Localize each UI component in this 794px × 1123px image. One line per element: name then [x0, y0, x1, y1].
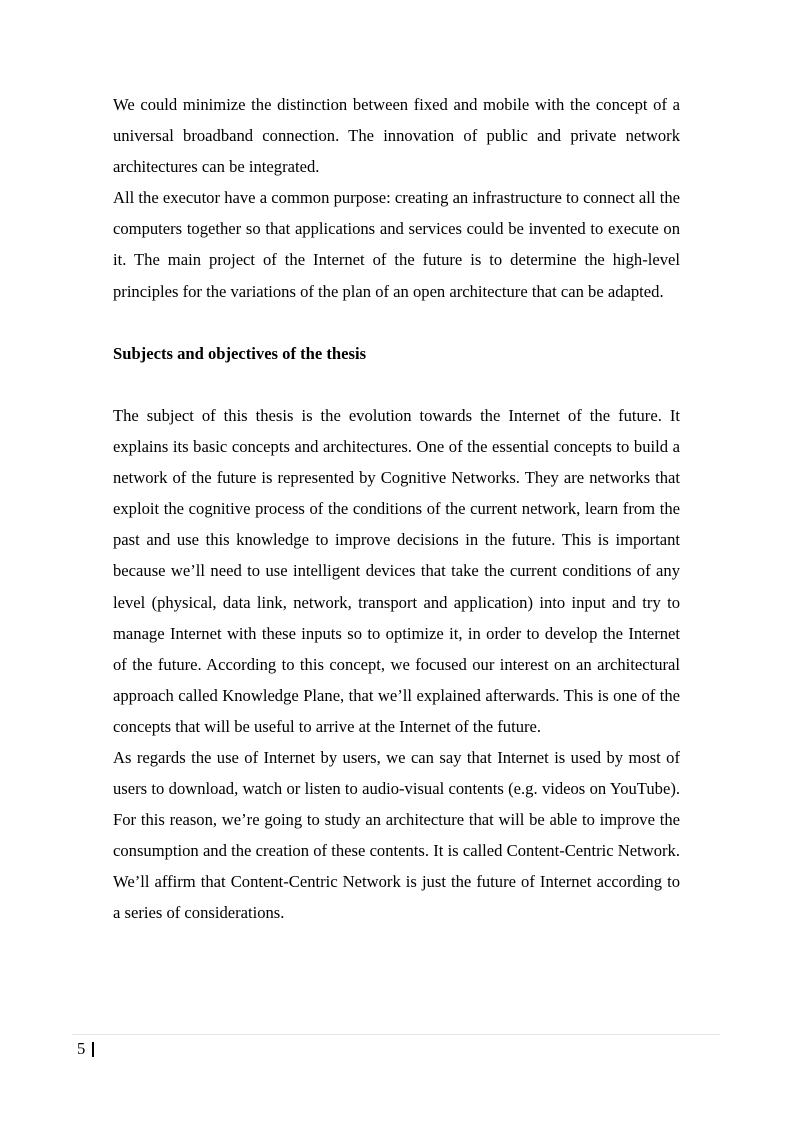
page-body	[113, 89, 680, 929]
page-footer	[77, 1038, 94, 1060]
section-heading: Subjects and objectives of the thesis	[113, 343, 367, 363]
footer-divider	[72, 1034, 720, 1035]
intro-paragraph-1: We could minimize the distinction between fixed and mobile with the concept of a universal broadband connection. The innovation of public and private network architectures can be integrated.	[113, 95, 680, 177]
section-paragraph-1: The subject of this thesis is the evolution towards the Internet of the future. It explains its basic concepts and architectures. One of the essential concepts to build a network of the future is represented by Cognitive Networks. They are networks that exploit the cognitive process of the conditions of the current network, learn from the past and use this knowledge to improve decisions in the future. This is important because we’ll need to use intelligent devices that take the current conditions of any level (physical, data link, network, transport and application) into input and try to manage Internet with these inputs so to optimize it, in order to develop the Internet of the future. According to this concept, we focused our interest on an architectural approach called Knowledge Plane, that we’ll explained afterwards. This is one of the concepts that will be useful to arrive at the Internet of the future.	[113, 405, 680, 736]
section-paragraph-2: As regards the use of Internet by users, we can say that Internet is used by most of users to download, watch or listen to audio-visual contents (e.g. videos on YouTube). For this reason, we’re going to study an architecture that will be able to improve the consumption and the creation of these contents. It is called Content-Centric Network. We’ll affirm that Content-Centric Network is just the future of Internet according to a series of considerations.	[113, 747, 680, 923]
spacer	[113, 369, 680, 400]
spacer	[113, 307, 680, 338]
page-number: 5	[77, 1039, 86, 1058]
page-number-separator	[92, 1042, 94, 1057]
intro-paragraph-2: All the executor have a common purpose: creating an infrastructure to connect all the computers together so that applications and services could be invented to execute on it. The main project of the Internet of the future is to determine the high-level principles for the variations of the plan of an open architecture that can be adapted.	[113, 188, 680, 301]
